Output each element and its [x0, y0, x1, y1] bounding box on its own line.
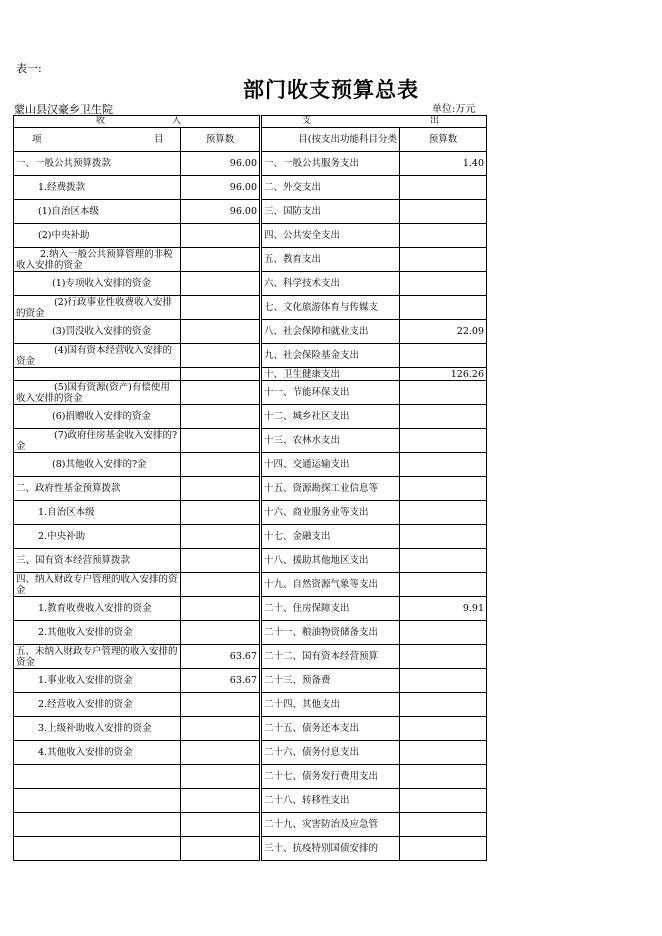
expense-item-cell: 二、外交支出	[262, 176, 400, 200]
income-amount-cell	[181, 597, 260, 621]
income-item-header	[14, 128, 181, 152]
income-amount-cell	[181, 789, 260, 813]
income-item-cell: (5)国有资源(资产)有偿使用收入安排的资金	[14, 381, 181, 405]
expense-amount-cell	[400, 429, 487, 453]
income-amount-cell	[181, 573, 260, 597]
income-amount-cell	[181, 741, 260, 765]
expense-item-cell: 二十九、灾害防治及应急管	[262, 813, 400, 837]
income-item-cell: 二、政府性基金预算拨款	[14, 477, 181, 501]
table-row	[14, 368, 487, 381]
expense-group-char-1: 支	[302, 116, 312, 126]
expense-item-cell: 十一、节能环保支出	[262, 381, 400, 405]
expense-amount-cell	[400, 645, 487, 669]
expense-amount-cell: 126.26	[400, 368, 487, 381]
expense-amount-cell: 22.09	[400, 320, 487, 344]
table-row	[14, 152, 487, 176]
income-amount-cell	[181, 429, 260, 453]
expense-amount-cell	[400, 741, 487, 765]
expense-item-cell: 二十六、债务付息支出	[262, 741, 400, 765]
income-amount-cell	[181, 368, 260, 381]
expense-amount-cell	[400, 573, 487, 597]
expense-amount-cell	[400, 453, 487, 477]
income-item-cell: (8)其他收入安排的?金	[14, 453, 181, 477]
income-amount-cell	[181, 765, 260, 789]
income-amount-cell	[181, 320, 260, 344]
income-amount-cell: 96.00	[181, 152, 260, 176]
expense-amount-cell	[400, 248, 487, 272]
income-amount-cell	[181, 549, 260, 573]
income-group-char-1: 收	[96, 116, 106, 126]
expense-item-cell: 二十七、债务发行费用支出	[262, 765, 400, 789]
income-item-cell: 1.自治区本级	[14, 501, 181, 525]
table-row	[14, 789, 487, 813]
table-label: 表一:	[16, 62, 42, 75]
expense-item-cell: 十九、自然资源气象等支出	[262, 573, 400, 597]
income-item-cell: (4)国有资本经营收入安排的资金	[14, 344, 181, 368]
expense-item-cell: 二十八、转移性支出	[262, 789, 400, 813]
income-amount-cell	[181, 248, 260, 272]
group-header-row	[14, 116, 487, 128]
table-row	[14, 453, 487, 477]
income-item-cell	[14, 837, 181, 861]
income-amount-header: 预算数	[181, 128, 260, 152]
expense-amount-header: 预算数	[400, 128, 487, 152]
table-row	[14, 765, 487, 789]
expense-item-cell: 二十二、国有资本经营预算	[262, 645, 400, 669]
income-amount-cell	[181, 296, 260, 320]
table-row	[14, 813, 487, 837]
table-row	[14, 645, 487, 669]
income-item-cell: 三、国有资本经营预算拨款	[14, 549, 181, 573]
column-header-row	[14, 128, 487, 152]
income-amount-cell: 96.00	[181, 200, 260, 224]
expense-amount-cell	[400, 272, 487, 296]
table-row	[14, 429, 487, 453]
income-amount-cell	[181, 525, 260, 549]
expense-item-cell: 十五、资源勘探工业信息等	[262, 477, 400, 501]
table-row	[14, 296, 487, 320]
income-item-cell: (1)专项收入安排的资金	[14, 272, 181, 296]
table-row	[14, 573, 487, 597]
table-row	[14, 224, 487, 248]
expense-item-cell: 六、科学技术支出	[262, 272, 400, 296]
income-group-header	[14, 116, 260, 128]
expense-item-cell: 十四、交通运输支出	[262, 453, 400, 477]
table-row	[14, 837, 487, 861]
expense-item-cell: 八、社会保障和就业支出	[262, 320, 400, 344]
expense-group-char-2: 出	[430, 116, 440, 126]
income-amount-cell	[181, 693, 260, 717]
income-item-cell: 2.中央补助	[14, 525, 181, 549]
income-amount-cell	[181, 405, 260, 429]
income-amount-cell	[181, 717, 260, 741]
expense-item-cell: 十二、城乡社区支出	[262, 405, 400, 429]
income-item-cell: 2.纳入一般公共预算管理的非税收入安排的资金	[14, 248, 181, 272]
income-item-cell: 四、纳入财政专户管理的收入安排的资金	[14, 573, 181, 597]
organization-name: 蒙山县汉豪乡卫生院	[14, 103, 113, 116]
income-item-cell: (1)自治区本级	[14, 200, 181, 224]
table-row	[14, 717, 487, 741]
unit-label: 单位:万元	[432, 104, 476, 115]
expense-item-cell: 十七、金融支出	[262, 525, 400, 549]
table-row	[14, 477, 487, 501]
expense-item-cell: 十八、援助其他地区支出	[262, 549, 400, 573]
income-item-cell	[14, 765, 181, 789]
income-item-cell: 2.经营收入安排的资金	[14, 693, 181, 717]
income-amount-cell	[181, 272, 260, 296]
income-item-cell: 1.教育收费收入安排的资金	[14, 597, 181, 621]
expense-item-cell: 七、文化旅游体育与传媒支	[262, 296, 400, 320]
expense-item-cell: 二十、住房保障支出	[262, 597, 400, 621]
income-amount-cell	[181, 813, 260, 837]
income-amount-cell	[181, 477, 260, 501]
expense-amount-cell	[400, 344, 487, 368]
income-amount-cell	[181, 837, 260, 861]
income-amount-cell: 96.00	[181, 176, 260, 200]
expense-item-cell: 二十一、粮油物资储备支出	[262, 621, 400, 645]
income-amount-cell	[181, 344, 260, 368]
page-title: 部门收支预算总表	[243, 78, 419, 102]
income-item-cell: 4.其他收入安排的资金	[14, 741, 181, 765]
expense-item-cell: 一、一般公共服务支出	[262, 152, 400, 176]
expense-item-cell: 十三、农林水支出	[262, 429, 400, 453]
income-amount-cell: 63.67	[181, 669, 260, 693]
income-group-char-2: 入	[172, 116, 182, 126]
expense-amount-cell	[400, 296, 487, 320]
table-row	[14, 405, 487, 429]
table-row	[14, 693, 487, 717]
income-amount-cell	[181, 501, 260, 525]
expense-amount-cell	[400, 789, 487, 813]
table-row	[14, 248, 487, 272]
expense-item-cell: 九、社会保险基金支出	[262, 344, 400, 368]
expense-item-cell: 二十三、预备费	[262, 669, 400, 693]
expense-item-cell: 十、卫生健康支出	[262, 368, 400, 381]
expense-item-cell: 十六、商业服务业等支出	[262, 501, 400, 525]
expense-item-header: 目(按支出功能科目分类	[262, 128, 400, 152]
income-item-cell: (7)政府住房基金收入安排的?金	[14, 429, 181, 453]
table-row	[14, 176, 487, 200]
table-row	[14, 621, 487, 645]
expense-amount-cell	[400, 501, 487, 525]
income-item-cell: 五、未纳入财政专户管理的收入安排的资金	[14, 645, 181, 669]
expense-amount-cell	[400, 477, 487, 501]
expense-item-cell: 四、公共安全支出	[262, 224, 400, 248]
expense-amount-cell: 9.91	[400, 597, 487, 621]
expense-amount-cell	[400, 525, 487, 549]
table-row	[14, 320, 487, 344]
table-row	[14, 272, 487, 296]
income-item-cell: (2)行政事业性收费收入安排的资金	[14, 296, 181, 320]
income-amount-cell: 63.67	[181, 645, 260, 669]
expense-amount-cell	[400, 693, 487, 717]
table-row	[14, 501, 487, 525]
income-item-cell	[14, 813, 181, 837]
income-item-char-2: 目	[154, 134, 164, 145]
income-item-cell	[14, 368, 181, 381]
expense-amount-cell	[400, 717, 487, 741]
expense-amount-cell	[400, 405, 487, 429]
expense-amount-cell	[400, 837, 487, 861]
table-row	[14, 344, 487, 368]
expense-amount-cell	[400, 765, 487, 789]
expense-amount-cell	[400, 669, 487, 693]
expense-amount-cell	[400, 381, 487, 405]
table-row	[14, 200, 487, 224]
income-item-cell	[14, 789, 181, 813]
expense-amount-cell	[400, 200, 487, 224]
income-item-cell: (6)捐赠收入安排的资金	[14, 405, 181, 429]
income-amount-cell	[181, 224, 260, 248]
expense-amount-cell	[400, 549, 487, 573]
expense-amount-cell: 1.40	[400, 152, 487, 176]
budget-table	[13, 115, 487, 861]
expense-amount-cell	[400, 176, 487, 200]
table-row	[14, 669, 487, 693]
income-amount-cell	[181, 381, 260, 405]
table-row	[14, 597, 487, 621]
table-row	[14, 741, 487, 765]
income-amount-cell	[181, 453, 260, 477]
income-item-cell: 一、一般公共预算拨款	[14, 152, 181, 176]
expense-group-header	[262, 116, 487, 128]
expense-amount-cell	[400, 813, 487, 837]
income-item-cell: (3)罚没收入安排的资金	[14, 320, 181, 344]
table-row	[14, 549, 487, 573]
income-item-cell: 1.经费拨款	[14, 176, 181, 200]
expense-item-cell: 三十、抗疫特别国债安排的	[262, 837, 400, 861]
income-item-cell: 3.上级补助收入安排的资金	[14, 717, 181, 741]
income-item-cell: 1.事业收入安排的资金	[14, 669, 181, 693]
expense-amount-cell	[400, 224, 487, 248]
table-row	[14, 525, 487, 549]
expense-item-cell: 二十五、债务还本支出	[262, 717, 400, 741]
income-item-cell: 2.其他收入安排的资金	[14, 621, 181, 645]
expense-item-cell: 三、国防支出	[262, 200, 400, 224]
income-amount-cell	[181, 621, 260, 645]
income-item-char-1: 项	[32, 134, 42, 145]
income-item-cell: (2)中央补助	[14, 224, 181, 248]
expense-item-cell: 二十四、其他支出	[262, 693, 400, 717]
table-row	[14, 381, 487, 405]
expense-item-cell: 五、教育支出	[262, 248, 400, 272]
expense-amount-cell	[400, 621, 487, 645]
